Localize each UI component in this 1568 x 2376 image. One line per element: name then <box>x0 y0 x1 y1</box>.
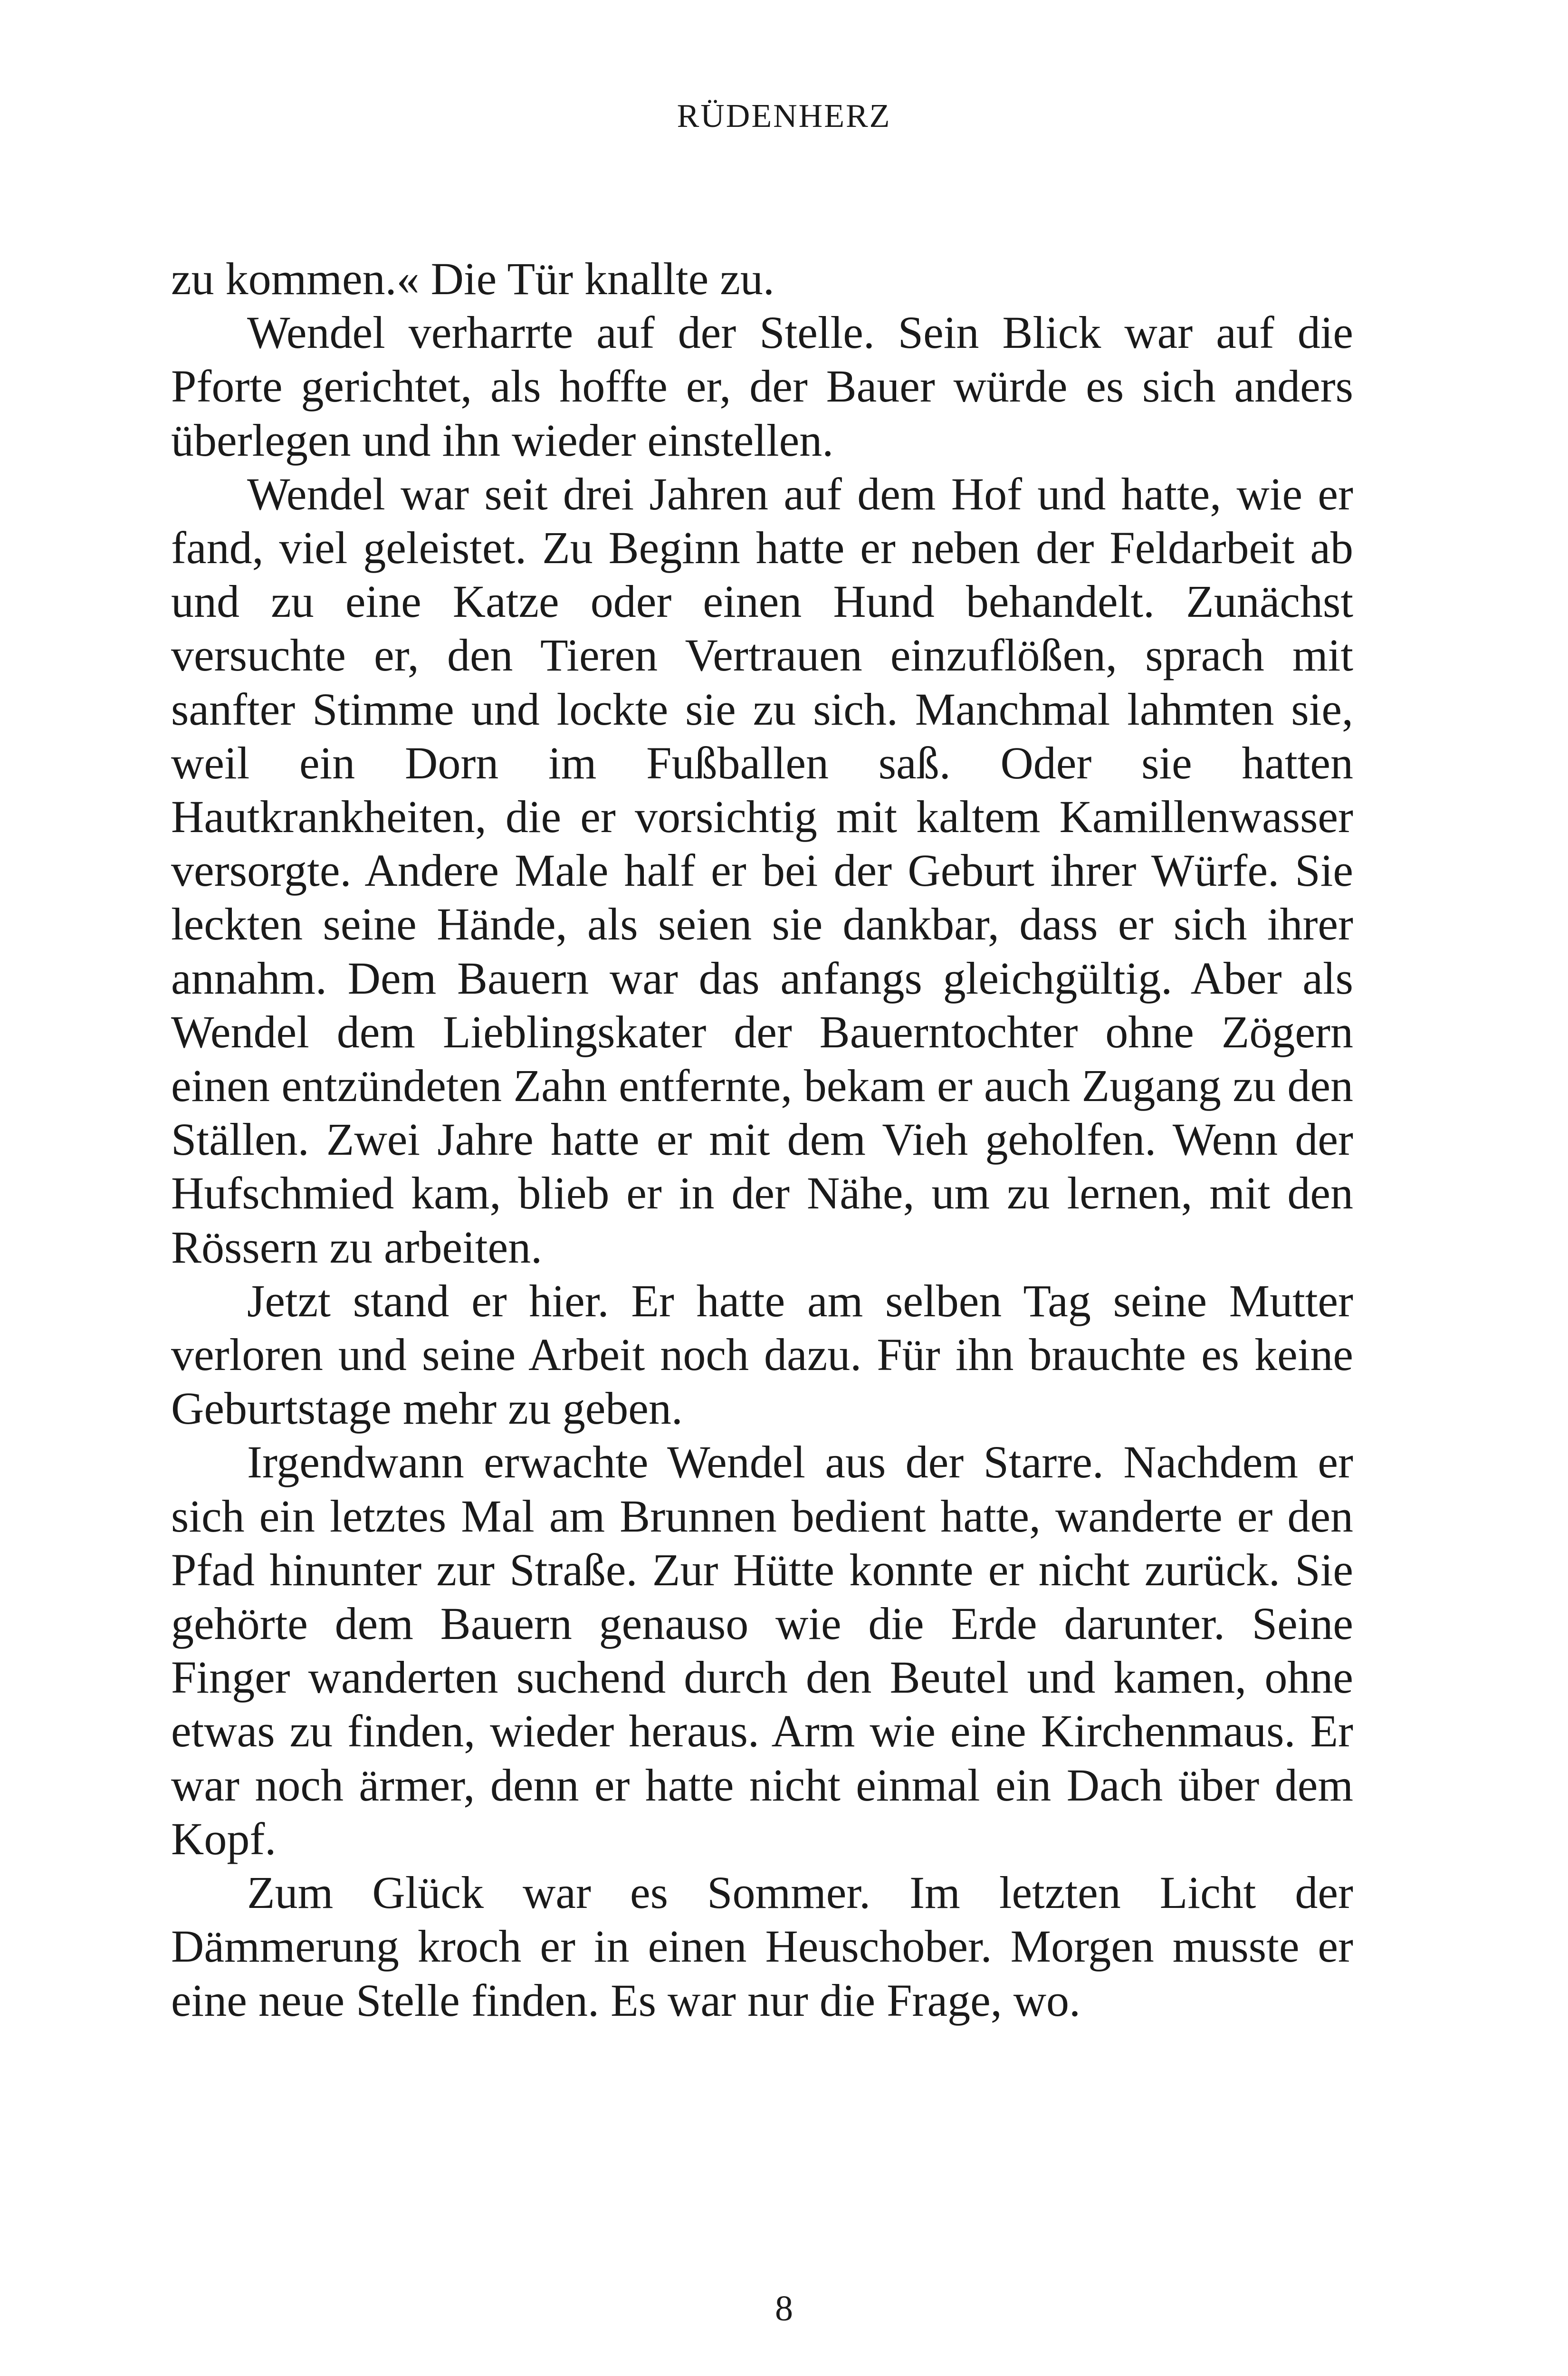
paragraph: Zum Glück war es Sommer. Im letzten Licht der Dämmerung kroch er in einen Heuschober. Morgen musste er eine neue Stelle finden. Es war nur die Frage, wo. <box>171 1867 1353 2026</box>
paragraph: Wendel verharrte auf der Stelle. Sein Blick war auf die Pforte gerichtet, als hoffte er, der Bauer würde es sich anders überlegen und ihn wieder einstellen. <box>171 307 1353 466</box>
body-text <box>171 252 1353 2027</box>
paragraph: Jetzt stand er hier. Er hatte am selben Tag seine Mutter verloren und seine Arbeit noch dazu. Für ihn brauchte es keine Geburtstage mehr zu geben. <box>171 1275 1353 1434</box>
paragraph: Wendel war seit drei Jahren auf dem Hof und hatte, wie er fand, viel geleistet. Zu Beginn hatte er neben der Feldarbeit ab und zu eine Katze oder einen Hund behandelt. Zunächst versuchte er, den Tieren Vertrauen einzuflößen, sprach mit sanfter Stimme und lockte sie zu sich. Manchmal lahmten sie, weil ein Dorn im Fußballen saß. Oder sie hatten Hautkrankheiten, die er vorsichtig mit kaltem Kamillenwasser versorgte. Andere Male half er bei der Geburt ihrer Würfe. Sie leckten seine Hände, als seien sie dankbar, dass er sich ihrer annahm. Dem Bauern war das anfangs gleichgültig. Aber als Wendel dem Lieblingskater der Bauerntochter ohne Zögern einen entzündeten Zahn entfernte, bekam er auch Zugang zu den Ställen. Zwei Jahre hatte er mit dem Vieh geholfen. Wenn der Hufschmied kam, blieb er in der Nähe, um zu lernen, mit den Rössern zu arbeiten. <box>171 468 1353 1273</box>
paragraph: Irgendwann erwachte Wendel aus der Starre. Nachdem er sich ein letztes Mal am Brunnen bedient hatte, wanderte er den Pfad hinunter zur Straße. Zur Hütte konnte er nicht zurück. Sie gehörte dem Bauern genauso wie die Erde darunter. Seine Finger wanderten suchend durch den Beutel und kamen, ohne etwas zu finden, wieder heraus. Arm wie eine Kirchenmaus. Er war noch ärmer, denn er hatte nicht einmal ein Dach über dem Kopf. <box>171 1437 1353 1864</box>
running-header: RÜDENHERZ <box>677 98 891 134</box>
page-number: 8 <box>775 2289 793 2328</box>
paragraph: zu kommen.« Die Tür knallte zu. <box>171 253 774 304</box>
